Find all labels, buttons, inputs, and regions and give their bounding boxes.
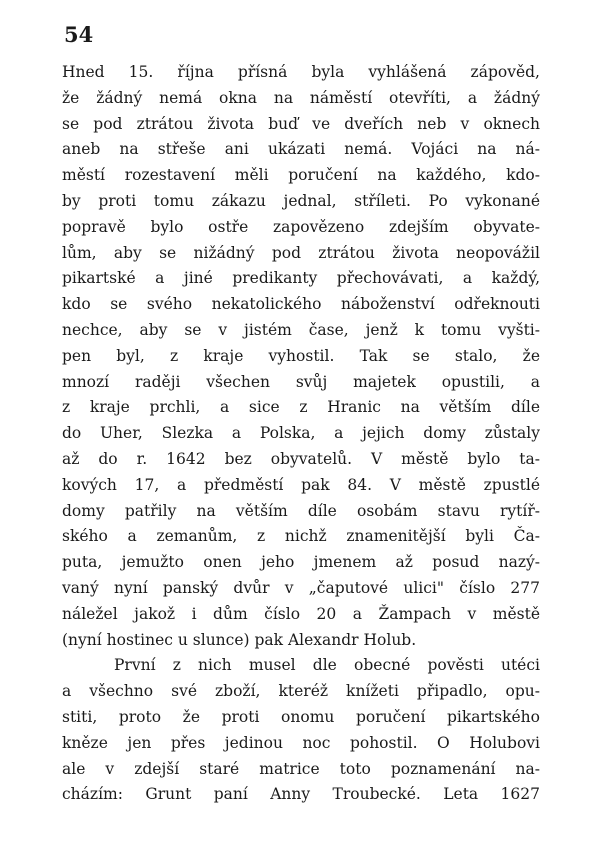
text-line: náležel jakož i dům číslo 20 a Žampach v městě [62, 604, 540, 623]
text-line: puta, jemužto onen jeho jmenem až posud nazý- [62, 553, 540, 572]
text-line: městí rozestavení měli poručení na každého, kdo- [62, 166, 540, 185]
text-line: až do r. 1642 bez obyvatelů. V městě bylo ta- [62, 449, 540, 468]
text-line: a všechno své zboží, kteréž knížeti připadlo, opu- [62, 682, 540, 701]
text-line: Hned 15. října přísná byla vyhlášená zápověd, [62, 63, 540, 81]
text-line: První z nich musel dle obecné pověsti utéci [114, 656, 540, 675]
text-line: cházím: Grunt paní Anny Troubecké. Leta 1627 [62, 785, 540, 804]
text-line: stiti, proto že proti onomu poručení pikartského [62, 707, 540, 726]
text-line: do Uher, Slezka a Polska, a jejich domy zůstaly [62, 424, 540, 443]
text-line: se pod ztrátou života buď ve dveřích neb v oknech [62, 114, 540, 133]
text-line: domy patřily na větším díle osobám stavu rytíř- [62, 501, 540, 520]
paragraph-1 [62, 60, 540, 653]
text-line: (nyní hostinec u slunce) pak Alexandr Holub. [62, 630, 417, 649]
text-line: pikartské a jiné predikanty přechovávati, a každý, [62, 269, 540, 288]
text-line: nechce, aby se v jistém čase, jenž k tomu vyšti- [62, 320, 540, 339]
text-line: pen byl, z kraje vyhostil. Tak se stalo, že [62, 346, 540, 365]
text-line: kněze jen přes jedinou noc pohostil. O Holubovi [62, 733, 540, 752]
text-line: z kraje prchli, a sice z Hranic na větším díle [62, 398, 540, 417]
text-line: aneb na střeše ani ukázati nemá. Vojáci na ná- [62, 140, 540, 159]
text-line: ale v zdejší staré matrice toto poznamenání na- [62, 759, 540, 778]
text-line: že žádný nemá okna na náměstí otevříti, a žádný [62, 88, 540, 107]
text-line: kových 17, a předměstí pak 84. V městě zpustlé [62, 475, 540, 494]
text-line: lům, aby se nižádný pod ztrátou života neopovážil [62, 243, 540, 262]
body-text [62, 60, 540, 808]
text-line: mnozí raději všechen svůj majetek opustili, a [62, 372, 540, 391]
text-line: ského a zemanům, z nichž znamenitější byli Ča- [62, 527, 540, 546]
text-line: kdo se svého nekatolického náboženství odřeknouti [62, 295, 540, 314]
page-number: 54 [64, 22, 94, 47]
text-line: vaný nyní panský dvůr v „čaputové ulici" číslo 277 [62, 578, 540, 597]
paragraph-2 [62, 653, 540, 808]
text-line: popravě bylo ostře zapovězeno zdejším obyvate- [62, 217, 540, 236]
text-line: by proti tomu zákazu jednal, stříleti. Po vykonané [62, 191, 540, 210]
